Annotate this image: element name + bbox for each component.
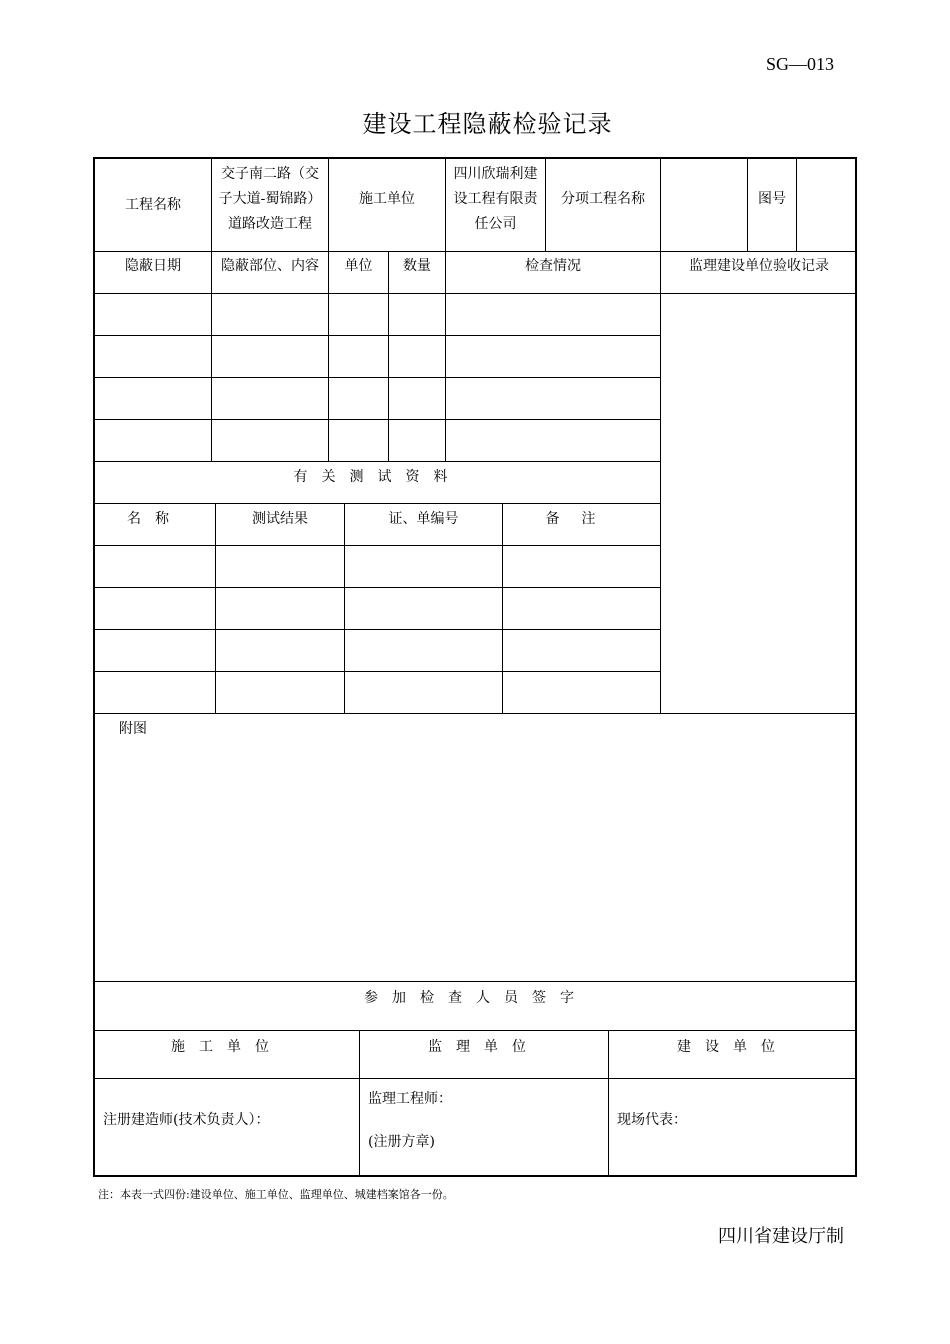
issuer: 四川省建设厅制: [718, 1226, 844, 1247]
table-row[interactable]: [95, 420, 211, 461]
record-form: [93, 157, 857, 1177]
test-section-title: 有关测试资料: [293, 468, 462, 485]
table-row[interactable]: [95, 378, 211, 419]
project-name-label: 工程名称: [125, 196, 181, 213]
project-name-value: 交子南二路（交子大道-蜀锦路）道路改造工程: [218, 165, 322, 232]
supervision-record-area[interactable]: [661, 294, 857, 713]
unit-header: 单位: [344, 257, 373, 274]
test-name-header: 名称: [127, 510, 183, 527]
supervision-record-header: 监理建设单位验收记录: [689, 257, 829, 274]
supervision-unit-header: 监理单位: [428, 1038, 540, 1055]
inspection-header: 检查情况: [525, 257, 581, 274]
hidden-date-header: 隐蔽日期: [125, 257, 181, 274]
subitem-label: 分项工程名称: [561, 190, 645, 207]
table-row[interactable]: [95, 294, 211, 335]
document-code: SG—013: [765, 54, 834, 74]
remark-header: 备注: [545, 510, 618, 527]
footnote: 注：本表一式四份:建设单位、施工单位、监理单位、城建档案馆各一份。: [98, 1188, 454, 1201]
cert-no-header: 证、单编号: [388, 510, 459, 527]
supervisor-signature-field[interactable]: 监理工程师：: [368, 1090, 452, 1107]
attachment-label: 附图: [119, 720, 147, 737]
constructor-signature-field[interactable]: 注册建造师(技术负责人）：: [103, 1111, 270, 1128]
table-row[interactable]: [95, 546, 215, 587]
table-row[interactable]: [95, 672, 215, 713]
page-title: 建设工程隐蔽检验记录: [362, 110, 613, 138]
supervisor-seal-field[interactable]: (注册方章): [368, 1133, 435, 1150]
hidden-part-header: 隐蔽部位、内容: [221, 257, 319, 274]
owner-signature-field[interactable]: 现场代表：: [617, 1111, 687, 1128]
signature-section-title: 参加检查人员签字: [364, 989, 588, 1006]
subitem-value[interactable]: [661, 159, 747, 239]
table-row[interactable]: [95, 588, 215, 629]
contractor-label: 施工单位: [359, 190, 415, 207]
table-row[interactable]: [95, 336, 211, 377]
test-result-header: 测试结果: [252, 510, 308, 527]
attachment-area[interactable]: [95, 744, 857, 980]
drawing-no-value[interactable]: [797, 159, 857, 239]
table-row[interactable]: [95, 630, 215, 671]
owner-unit-header: 建设单位: [677, 1038, 789, 1055]
contractor-value: 四川欣瑞利建设工程有限责任公司: [453, 165, 538, 232]
quantity-header: 数量: [403, 257, 431, 274]
construction-unit-header: 施工单位: [171, 1038, 283, 1055]
drawing-no-label: 图号: [758, 190, 786, 207]
